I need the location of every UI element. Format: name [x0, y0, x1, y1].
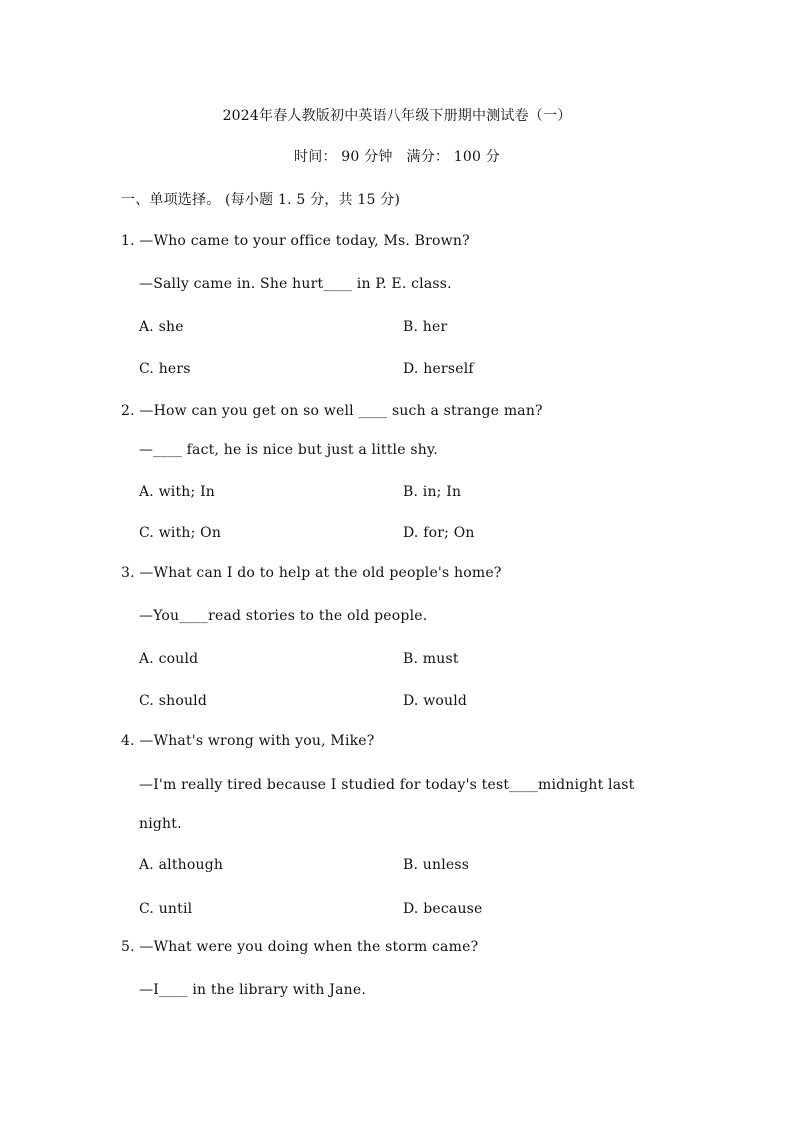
exam-info: 时间： 90 分钟 满分： 100 分 [294, 149, 500, 165]
question-3-option-a: A. could [139, 651, 199, 667]
question-4-option-c: C. until [139, 901, 193, 917]
question-1-prompt: 1. —Who came to your office today, Ms. Brown? [121, 233, 470, 249]
question-4-option-b: B. unless [403, 857, 470, 873]
document-title: 2024年春人教版初中英语八年级下册期中测试卷（一） [222, 108, 572, 124]
question-3-option-d: D. would [403, 693, 468, 709]
question-2-prompt: 2. —How can you get on so well ____ such a strange man? [121, 403, 543, 419]
question-3-option-c: C. should [139, 693, 207, 709]
question-3-prompt: 3. —What can I do to help at the old people's home? [121, 565, 502, 581]
question-1-option-b: B. her [403, 319, 448, 335]
question-4-answer: —I'm really tired because I studied for today's test____midnight last [139, 777, 635, 793]
question-4-prompt: 4. —What's wrong with you, Mike? [121, 733, 375, 749]
question-4-option-a: A. although [139, 857, 224, 873]
question-1-option-a: A. she [139, 319, 184, 335]
question-5-prompt: 5. —What were you doing when the storm came? [121, 939, 479, 955]
question-2-option-b: B. in; In [403, 484, 462, 500]
question-4-answer-continued: night. [139, 816, 182, 832]
question-2-option-d: D. for; On [403, 525, 475, 541]
question-1-answer: —Sally came in. She hurt____ in P. E. class. [139, 276, 452, 292]
question-2-option-c: C. with; On [139, 525, 222, 541]
question-2-answer: —____ fact, he is nice but just a little shy. [139, 442, 438, 458]
question-1-option-d: D. herself [403, 361, 474, 377]
question-5-answer: —I____ in the library with Jane. [139, 982, 366, 998]
question-2-option-a: A. with; In [139, 484, 216, 500]
question-1-option-c: C. hers [139, 361, 191, 377]
question-3-option-b: B. must [403, 651, 459, 667]
section-heading: 一、单项选择。 (每小题 1. 5 分，共 15 分) [121, 192, 401, 208]
question-4-option-d: D. because [403, 901, 483, 917]
question-3-answer: —You____read stories to the old people. [139, 608, 428, 624]
